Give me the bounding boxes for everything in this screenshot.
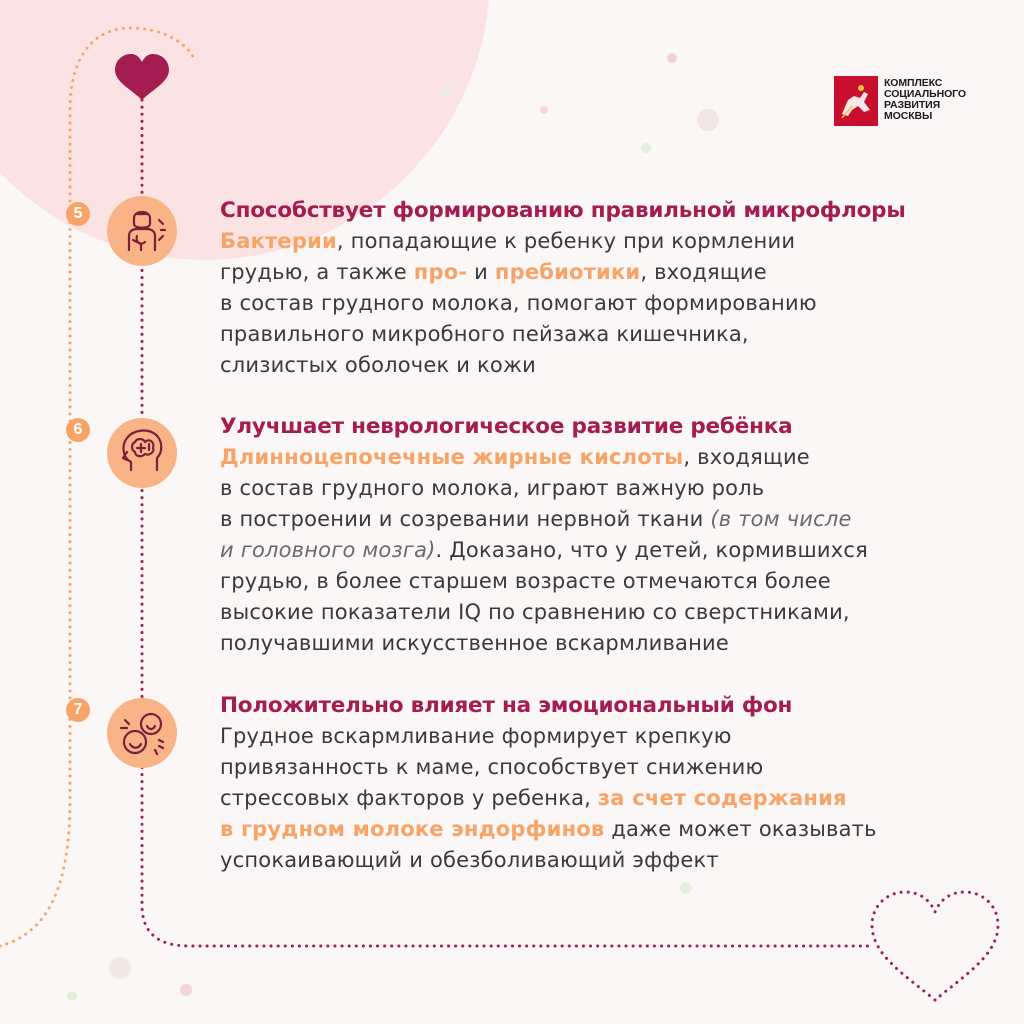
text-line: в состав грудного молока, играют важную роль bbox=[220, 476, 765, 500]
benefit-block bbox=[220, 691, 980, 876]
dotted-heart-outline bbox=[872, 892, 998, 1000]
heart-icon bbox=[115, 54, 169, 100]
moscow-emblem-icon bbox=[834, 76, 878, 126]
benefit-title: Улучшает неврологическое развитие ребёнка bbox=[220, 414, 793, 439]
logo-line: РАЗВИТИЯ bbox=[884, 99, 941, 111]
benefit-text bbox=[220, 442, 980, 659]
benefit-text bbox=[220, 226, 980, 381]
text-fragment: , попадающие к ребенку при кормлении bbox=[336, 229, 796, 253]
italic-text: и головного мозга) bbox=[220, 538, 436, 562]
text-line: привязанность к маме, способствует снижению bbox=[220, 755, 764, 779]
text-line: грудью, в более старшем возрасте отмечаются более bbox=[220, 569, 831, 593]
icon-circle bbox=[107, 418, 177, 488]
benefit-block bbox=[220, 412, 980, 659]
text-fragment: . Доказано, что у детей, кормившихся bbox=[435, 538, 868, 562]
logo-line: СОЦИАЛЬНОГО bbox=[884, 88, 966, 100]
text-line: успокаивающий и обезболивающий эффект bbox=[220, 848, 719, 872]
text-line: Грудное вскармливание формирует крепкую bbox=[220, 724, 732, 748]
highlight-text: Бактерии bbox=[220, 229, 337, 253]
step-number-badge: 5 bbox=[66, 202, 90, 226]
icon-circle bbox=[107, 196, 177, 266]
text-fragment: , входящие bbox=[683, 445, 810, 469]
brain-head-icon bbox=[107, 418, 177, 488]
benefit-title: Способствует формированию правильной микрофлоры bbox=[220, 198, 906, 223]
highlight-text: за счет содержания bbox=[597, 786, 847, 810]
step-number-badge: 6 bbox=[66, 418, 90, 442]
text-fragment: даже может оказывать bbox=[604, 817, 877, 841]
text-fragment: в построении и созревании нервной ткани bbox=[220, 507, 711, 531]
text-fragment: грудью, а также bbox=[220, 260, 414, 284]
highlight-text: пребиотики bbox=[494, 260, 641, 284]
text-line: высокие показатели IQ по сравнению со сверстниками, bbox=[220, 600, 850, 624]
logo-line: МОСКВЫ bbox=[884, 110, 933, 122]
logo bbox=[834, 76, 974, 126]
happy-faces-icon bbox=[107, 698, 177, 768]
text-line: получавшими искусственное вскармливание bbox=[220, 631, 730, 655]
icon-circle bbox=[107, 698, 177, 768]
person-stomach-icon bbox=[107, 196, 177, 266]
italic-text: (в том числе bbox=[710, 507, 852, 531]
text-fragment: , входящие bbox=[640, 260, 767, 284]
benefit-title: Положительно влияет на эмоциональный фон bbox=[220, 693, 793, 718]
text-fragment: и bbox=[467, 260, 495, 284]
highlight-text: про- bbox=[413, 260, 468, 284]
benefit-text bbox=[220, 721, 980, 876]
text-line: правильного микробного пейзажа кишечника, bbox=[220, 322, 749, 346]
text-line: слизистых оболочек и кожи bbox=[220, 353, 536, 377]
benefit-block bbox=[220, 196, 980, 381]
logo-line: КОМПЛЕКС bbox=[884, 77, 943, 89]
logo-text bbox=[884, 78, 976, 122]
highlight-text: Длинноцепочечные жирные кислоты bbox=[220, 445, 684, 469]
highlight-text: в грудном молоке эндорфинов bbox=[220, 817, 605, 841]
text-line: в состав грудного молока, помогают формированию bbox=[220, 291, 817, 315]
step-number-badge: 7 bbox=[66, 698, 90, 722]
text-fragment: стрессовых факторов у ребенка, bbox=[220, 786, 598, 810]
